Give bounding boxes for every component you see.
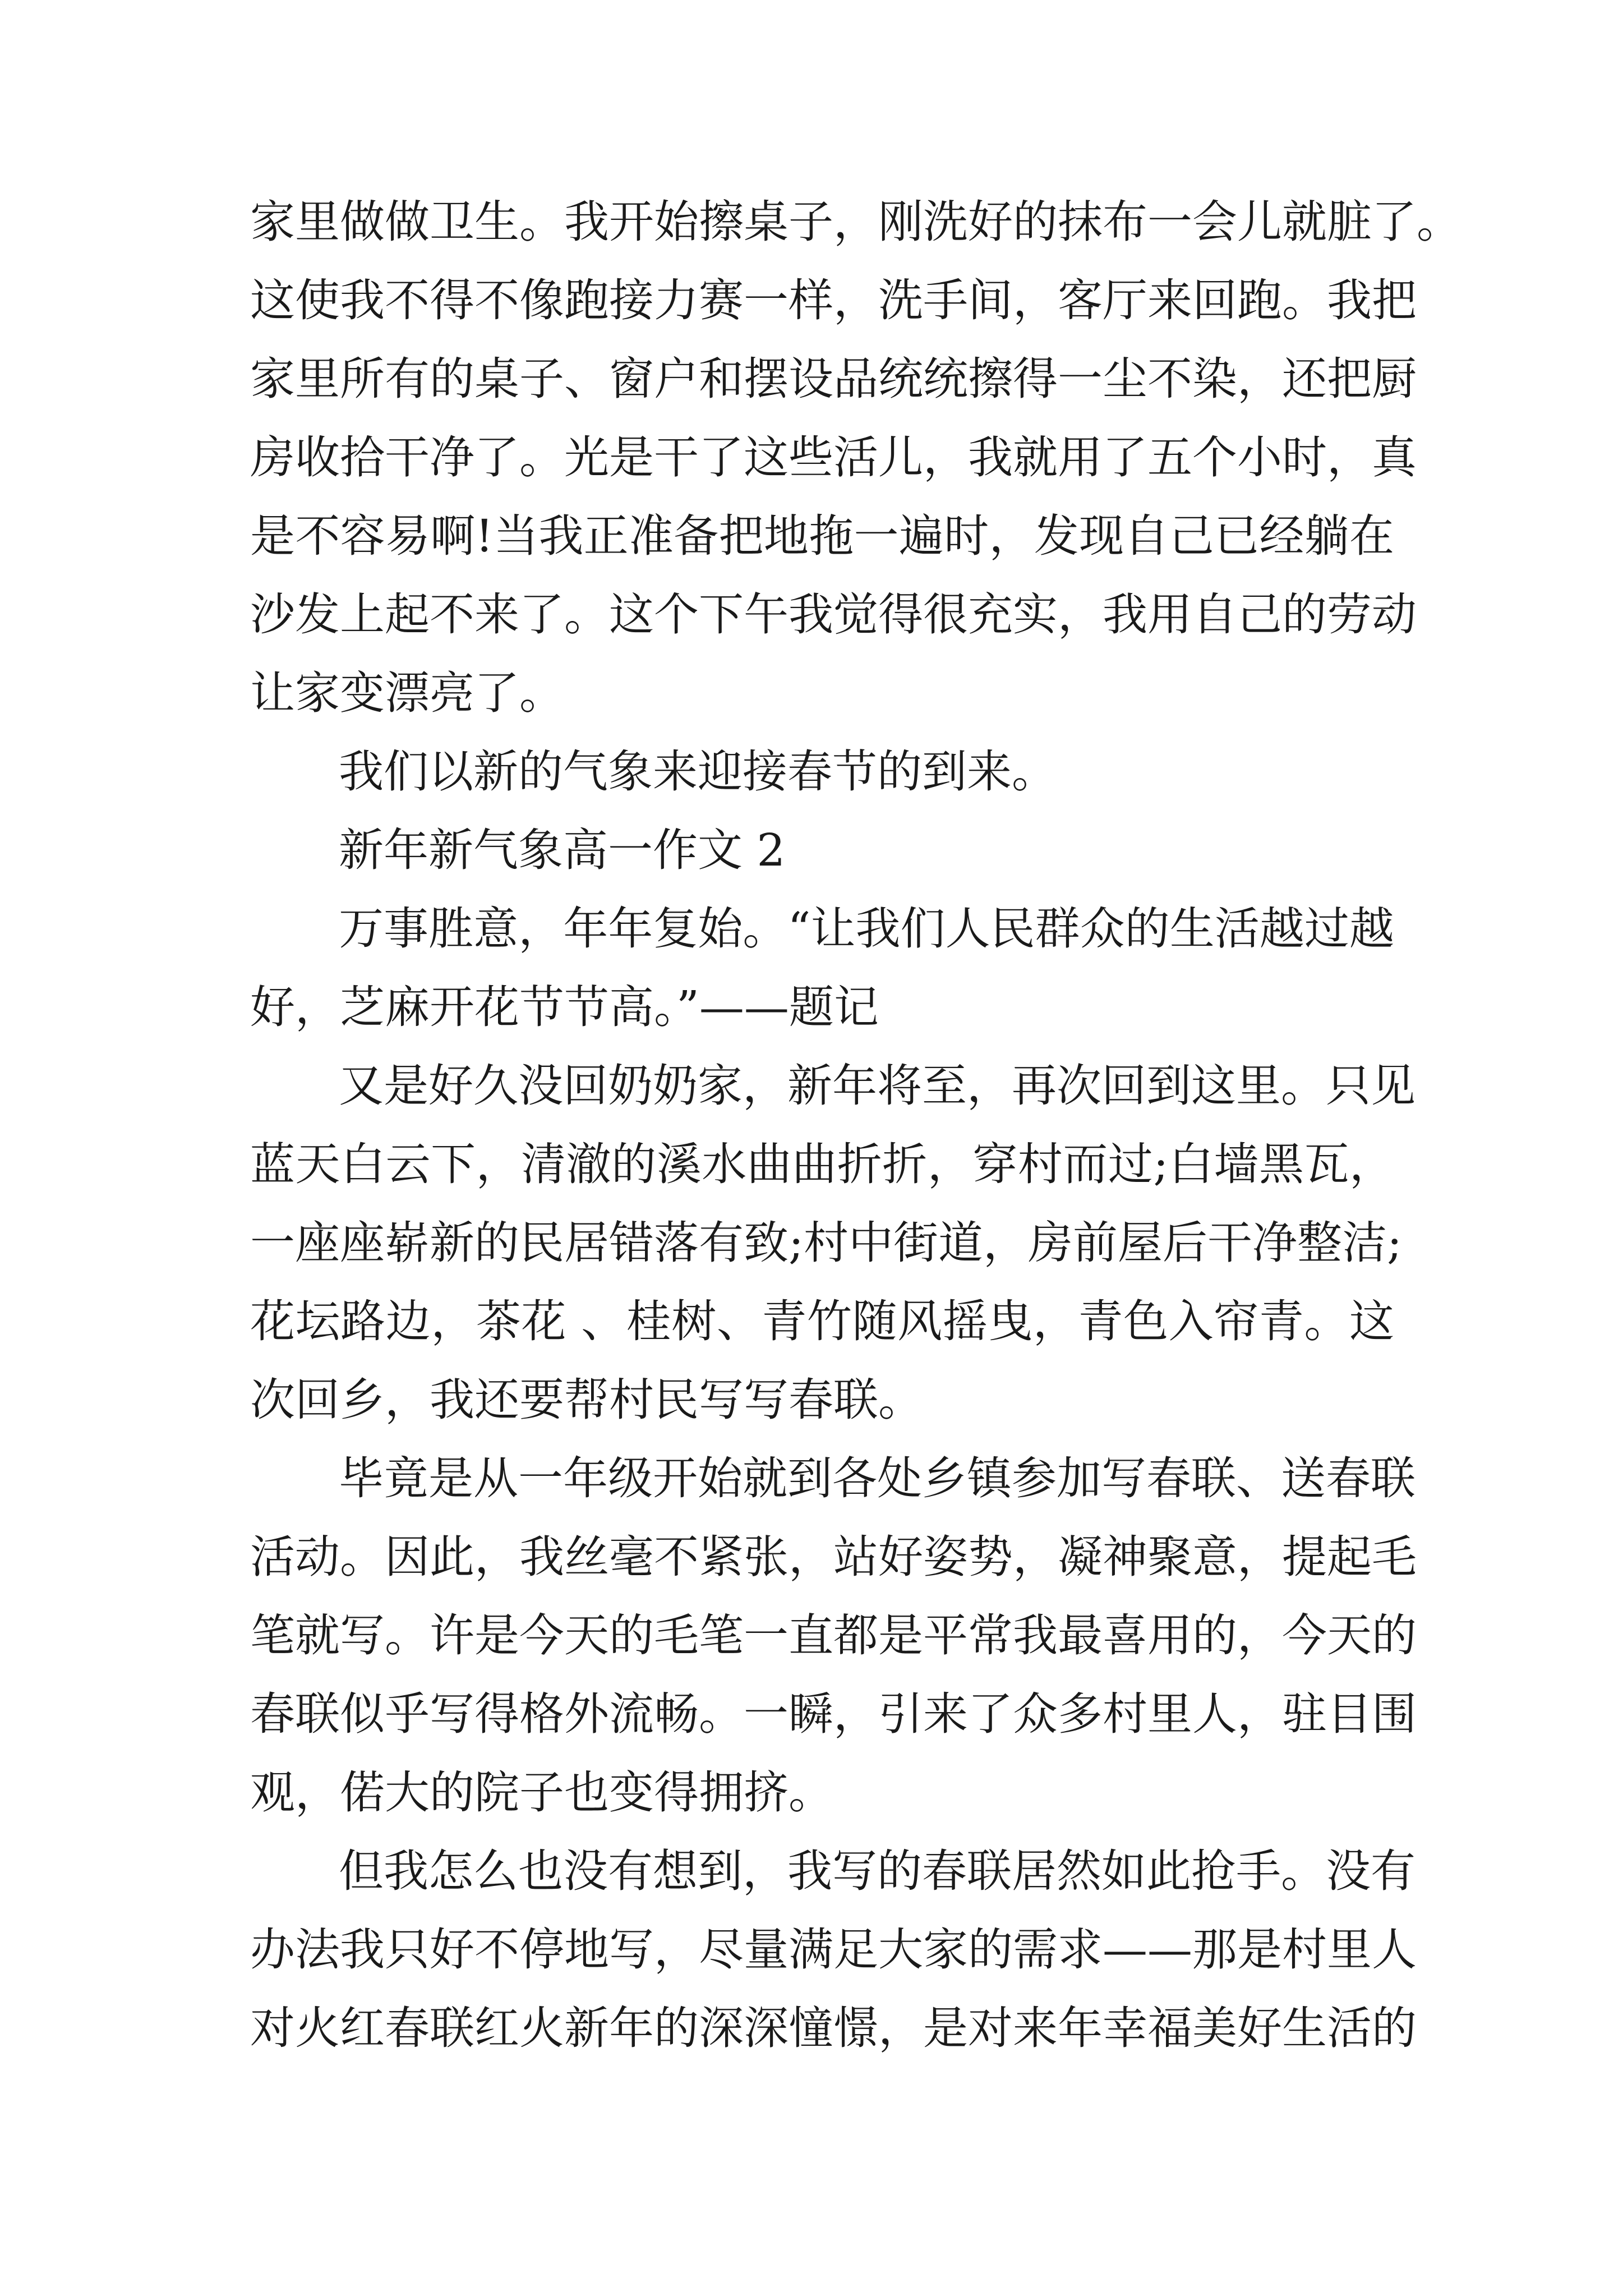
text-line: 蓝天白云下，清澈的溪水曲曲折折，穿村而过;白墙黑瓦，: [250, 1138, 1394, 1190]
text-line: 观，偌大的院子也变得拥挤。: [250, 1766, 833, 1819]
text-line: 让家变漂亮了。: [250, 667, 564, 719]
text-line: 好，芝麻开花节节高。”——题记: [250, 981, 879, 1033]
text-line: 毕竟是从一年级开始就到各处乡镇参加写春联、送春联: [339, 1452, 1415, 1504]
text-line: 春联似乎写得格外流畅。一瞬，引来了众多村里人，驻目围: [250, 1688, 1417, 1740]
text-line: 沙发上起不来了。这个下午我觉得很充实，我用自己的劳动: [250, 588, 1417, 641]
text-line: 笔就写。许是今天的毛笔一直都是平常我最喜用的，今天的: [250, 1609, 1417, 1662]
text-line: 办法我只好不停地写，尽量满足大家的需求——那是村里人: [250, 1924, 1417, 1976]
text-line: 家里做做卫生。我开始擦桌子，刚洗好的抹布一会儿就脏了。: [250, 196, 1461, 248]
section-heading: 新年新气象高一作文 2: [339, 824, 786, 876]
text-line: 家里所有的桌子、窗户和摆设品统统擦得一尘不染，还把厨: [250, 353, 1417, 405]
text-line: 活动。因此，我丝毫不紧张，站好姿势，凝神聚意，提起毛: [250, 1531, 1417, 1583]
text-line: 但我怎么也没有想到，我写的春联居然如此抢手。没有: [339, 1845, 1415, 1897]
text-line: 花坛路边，茶花 、桂树、青竹随风摇曳，青色入帘青。这: [250, 1295, 1394, 1347]
text-line: 又是好久没回奶奶家，新年将至，再次回到这里。只见: [339, 1060, 1415, 1112]
text-line: 这使我不得不像跑接力赛一样，洗手间，客厅来回跑。我把: [250, 274, 1417, 326]
text-line: 对火红春联红火新年的深深憧憬，是对来年幸福美好生活的: [250, 2002, 1417, 2054]
text-line: 房收拾干净了。光是干了这些活儿，我就用了五个小时，真: [250, 431, 1417, 484]
text-line: 万事胜意，年年复始。“让我们人民群众的生活越过越: [339, 903, 1394, 955]
text-line: 我们以新的气象来迎接春节的到来。: [339, 746, 1057, 798]
text-line: 一座座崭新的民居错落有致;村中街道，房前屋后干净整洁;: [250, 1217, 1402, 1269]
text-line: 是不容易啊!当我正准备把地拖一遍时，发现自己已经躺在: [250, 510, 1394, 562]
text-line: 次回乡，我还要帮村民写写春联。: [250, 1374, 923, 1426]
